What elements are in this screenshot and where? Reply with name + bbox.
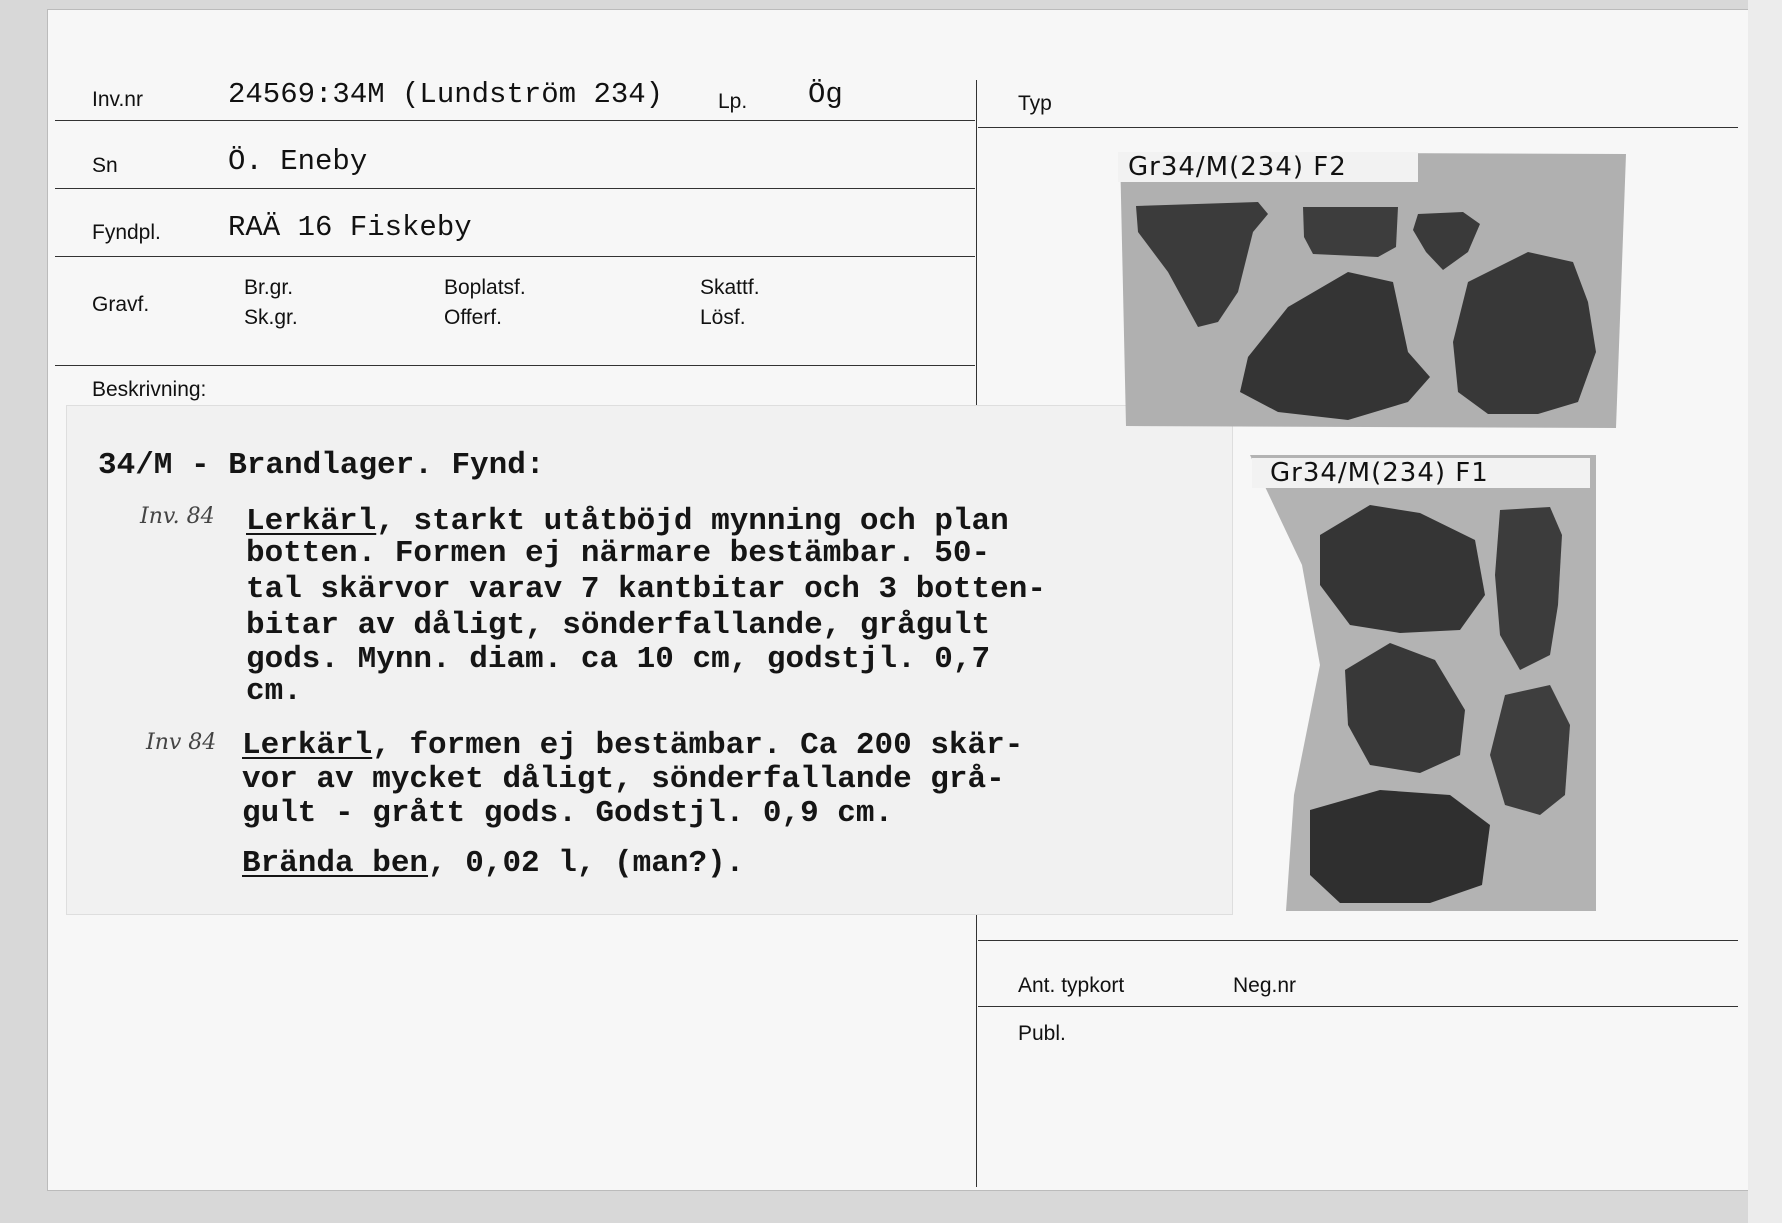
item2-line2: vor av mycket dåligt, sönderfallande grå- xyxy=(242,762,1005,797)
losf-label: Lösf. xyxy=(700,306,746,329)
rule xyxy=(55,120,975,121)
item1-line6: cm. xyxy=(246,674,302,709)
item1-line3: tal skärvor varav 7 kantbitar och 3 botten- xyxy=(246,572,1046,607)
item2-title: Lerkärl xyxy=(242,728,373,763)
item1-title: Lerkärl xyxy=(246,504,377,539)
rule xyxy=(55,365,975,366)
offerf-label: Offerf. xyxy=(444,306,502,329)
sn-value: Ö. Eneby xyxy=(228,145,368,178)
publ-label: Publ. xyxy=(1018,1022,1066,1045)
skattf-label: Skattf. xyxy=(700,276,760,299)
lp-value: Ög xyxy=(808,78,843,111)
rule xyxy=(55,188,975,189)
description-heading: 34/M - Brandlager. Fynd: xyxy=(98,448,545,483)
photo-shards-f2 xyxy=(1108,152,1626,430)
item1-line1: Lerkärl, starkt utåtböjd mynning och plan xyxy=(246,504,1009,539)
item1-line5: gods. Mynn. diam. ca 10 cm, godstjl. 0,7 xyxy=(246,642,991,677)
skgr-label: Sk.gr. xyxy=(244,306,298,329)
gravf-label: Gravf. xyxy=(92,293,150,316)
typ-label: Typ xyxy=(1018,92,1052,115)
sn-label: Sn xyxy=(92,154,118,177)
photo1-label: Gr34/M(234) F2 xyxy=(1128,152,1347,182)
beskrivning-label: Beskrivning: xyxy=(92,378,207,401)
photo-shards-f1 xyxy=(1250,455,1596,911)
boplatsf-label: Boplatsf. xyxy=(444,276,526,299)
rule xyxy=(978,127,1738,128)
item3-title: Brända ben xyxy=(242,846,429,881)
inv-value: 24569:34M (Lundström 234) xyxy=(228,78,664,111)
item2-line3: gult - grått gods. Godstjl. 0,9 cm. xyxy=(242,796,894,831)
photo2-label: Gr34/M(234) F1 xyxy=(1270,458,1489,488)
item1-line4: bitar av dåligt, sönderfallande, grågult xyxy=(246,608,991,643)
item2-line1: Lerkärl, formen ej bestämbar. Ca 200 skär- xyxy=(242,728,1024,763)
rule xyxy=(978,940,1738,941)
negnr-label: Neg.nr xyxy=(1233,974,1297,997)
rule xyxy=(978,1006,1738,1007)
fyndpl-label: Fyndpl. xyxy=(92,221,161,244)
item1-line2: botten. Formen ej närmare bestämbar. 50- xyxy=(246,536,991,571)
item3-line: Brända ben, 0,02 l, (man?). xyxy=(242,846,745,881)
fyndpl-value: RAÄ 16 Fiskeby xyxy=(228,211,472,244)
inv-label: Inv.nr xyxy=(92,88,143,111)
rule xyxy=(55,256,975,257)
handwritten-note-2: Inv 84 xyxy=(146,730,217,755)
card-edge xyxy=(1748,0,1782,1223)
ant-typkort-label: Ant. typkort xyxy=(1018,974,1125,997)
handwritten-note-1: Inv. 84 xyxy=(140,504,215,529)
brgr-label: Br.gr. xyxy=(244,276,294,299)
lp-label: Lp. xyxy=(718,90,748,113)
